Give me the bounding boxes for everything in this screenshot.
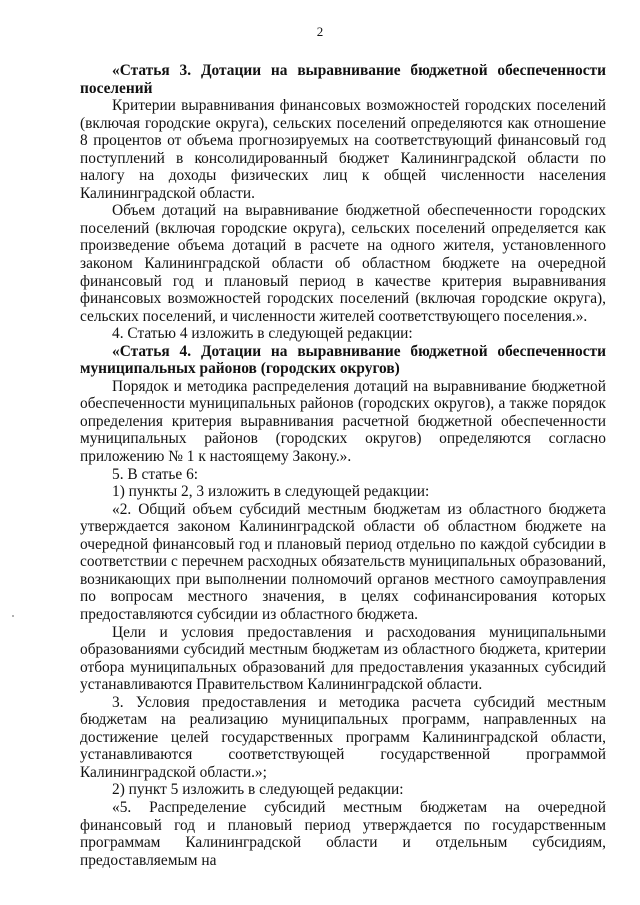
paragraph: «5. Распределение субсидий местным бюджетам на очередной финансовый год и плановый период утверждается по государственным программам Калининградской области и отдельным субсидиям, предоставляемым на (80, 798, 606, 869)
paragraph: «2. Общий объем субсидий местным бюджетам из областного бюджета утверждается законом Калининградской области об областном бюджете на очередной финансовый год и плановый период отдельно по каждой субсидии в соответствии с перечнем расходных обязательств муниципальных образований, возникающих при выполнении полномочий органов местного самоуправления по вопросам местного значения, в целях софинансирования которых предоставляются субсидии из областного бюджета. (80, 500, 606, 623)
scan-speck (12, 615, 14, 617)
article-3-heading: «Статья 3. Дотации на выравнивание бюджетной обеспеченности поселений (80, 62, 606, 97)
paragraph: 1) пункты 2, 3 изложить в следующей редакции: (112, 483, 430, 501)
page-number: 2 (316, 24, 324, 39)
article-4-heading: «Статья 4. Дотации на выравнивание бюджетной обеспеченности муниципальных районов (городских округов) (80, 342, 606, 378)
paragraph: Цели и условия предоставления и расходования муниципальными образованиями субсидий местным бюджетам из областного бюджета, критерии отбора муниципальных образований для предоставления указанных субсидий устанавливаются Правительством Калининградской области. (80, 623, 606, 694)
paragraph: 2) пункт 5 изложить в следующей редакции: (112, 781, 404, 799)
paragraph: 5. В статье 6: (112, 465, 199, 483)
paragraph: Порядок и методика распределения дотаций на выравнивание бюджетной обеспеченности муниципальных районов (городских округов), а также порядок определения критерия выравнивания расчетной бюджетной обеспеченности муниципальных районов (городских округов) определяются согласно приложению № 1 к настоящему Закону.». (80, 377, 606, 466)
paragraph: Критерии выравнивания финансовых возможностей городских поселений (включая городские округа), сельских поселений определяются как отношение 8 процентов от объема прогнозируемых на соответствующий финансовый год поступлений в консолидированный бюджет Калининградской области по налогу на доходы физических лиц к общей численности населения Калининградской области. (80, 97, 606, 202)
paragraph: 3. Условия предоставления и методика расчета субсидий местным бюджетам на реализацию муниципальных программ, направленных на достижение целей государственных программ Калининградской области, устанавливаются соответствующей государственной программой Калининградской области.»; (80, 693, 606, 781)
paragraph: 4. Статью 4 изложить в следующей редакции: (112, 325, 413, 343)
document-body (80, 62, 606, 869)
paragraph: Объем дотаций на выравнивание бюджетной обеспеченности городских поселений (включая городские округа), сельских поселений определяется как произведение объема дотаций в расчете на одного жителя, установленного законом Калининградской области об областном бюджете на очередной финансовый год и плановый период в качестве критерия выравнивания финансовых возможностей городских поселений (включая городские округа), сельских поселений, и численности жителей соответствующего поселения.». (80, 202, 606, 325)
